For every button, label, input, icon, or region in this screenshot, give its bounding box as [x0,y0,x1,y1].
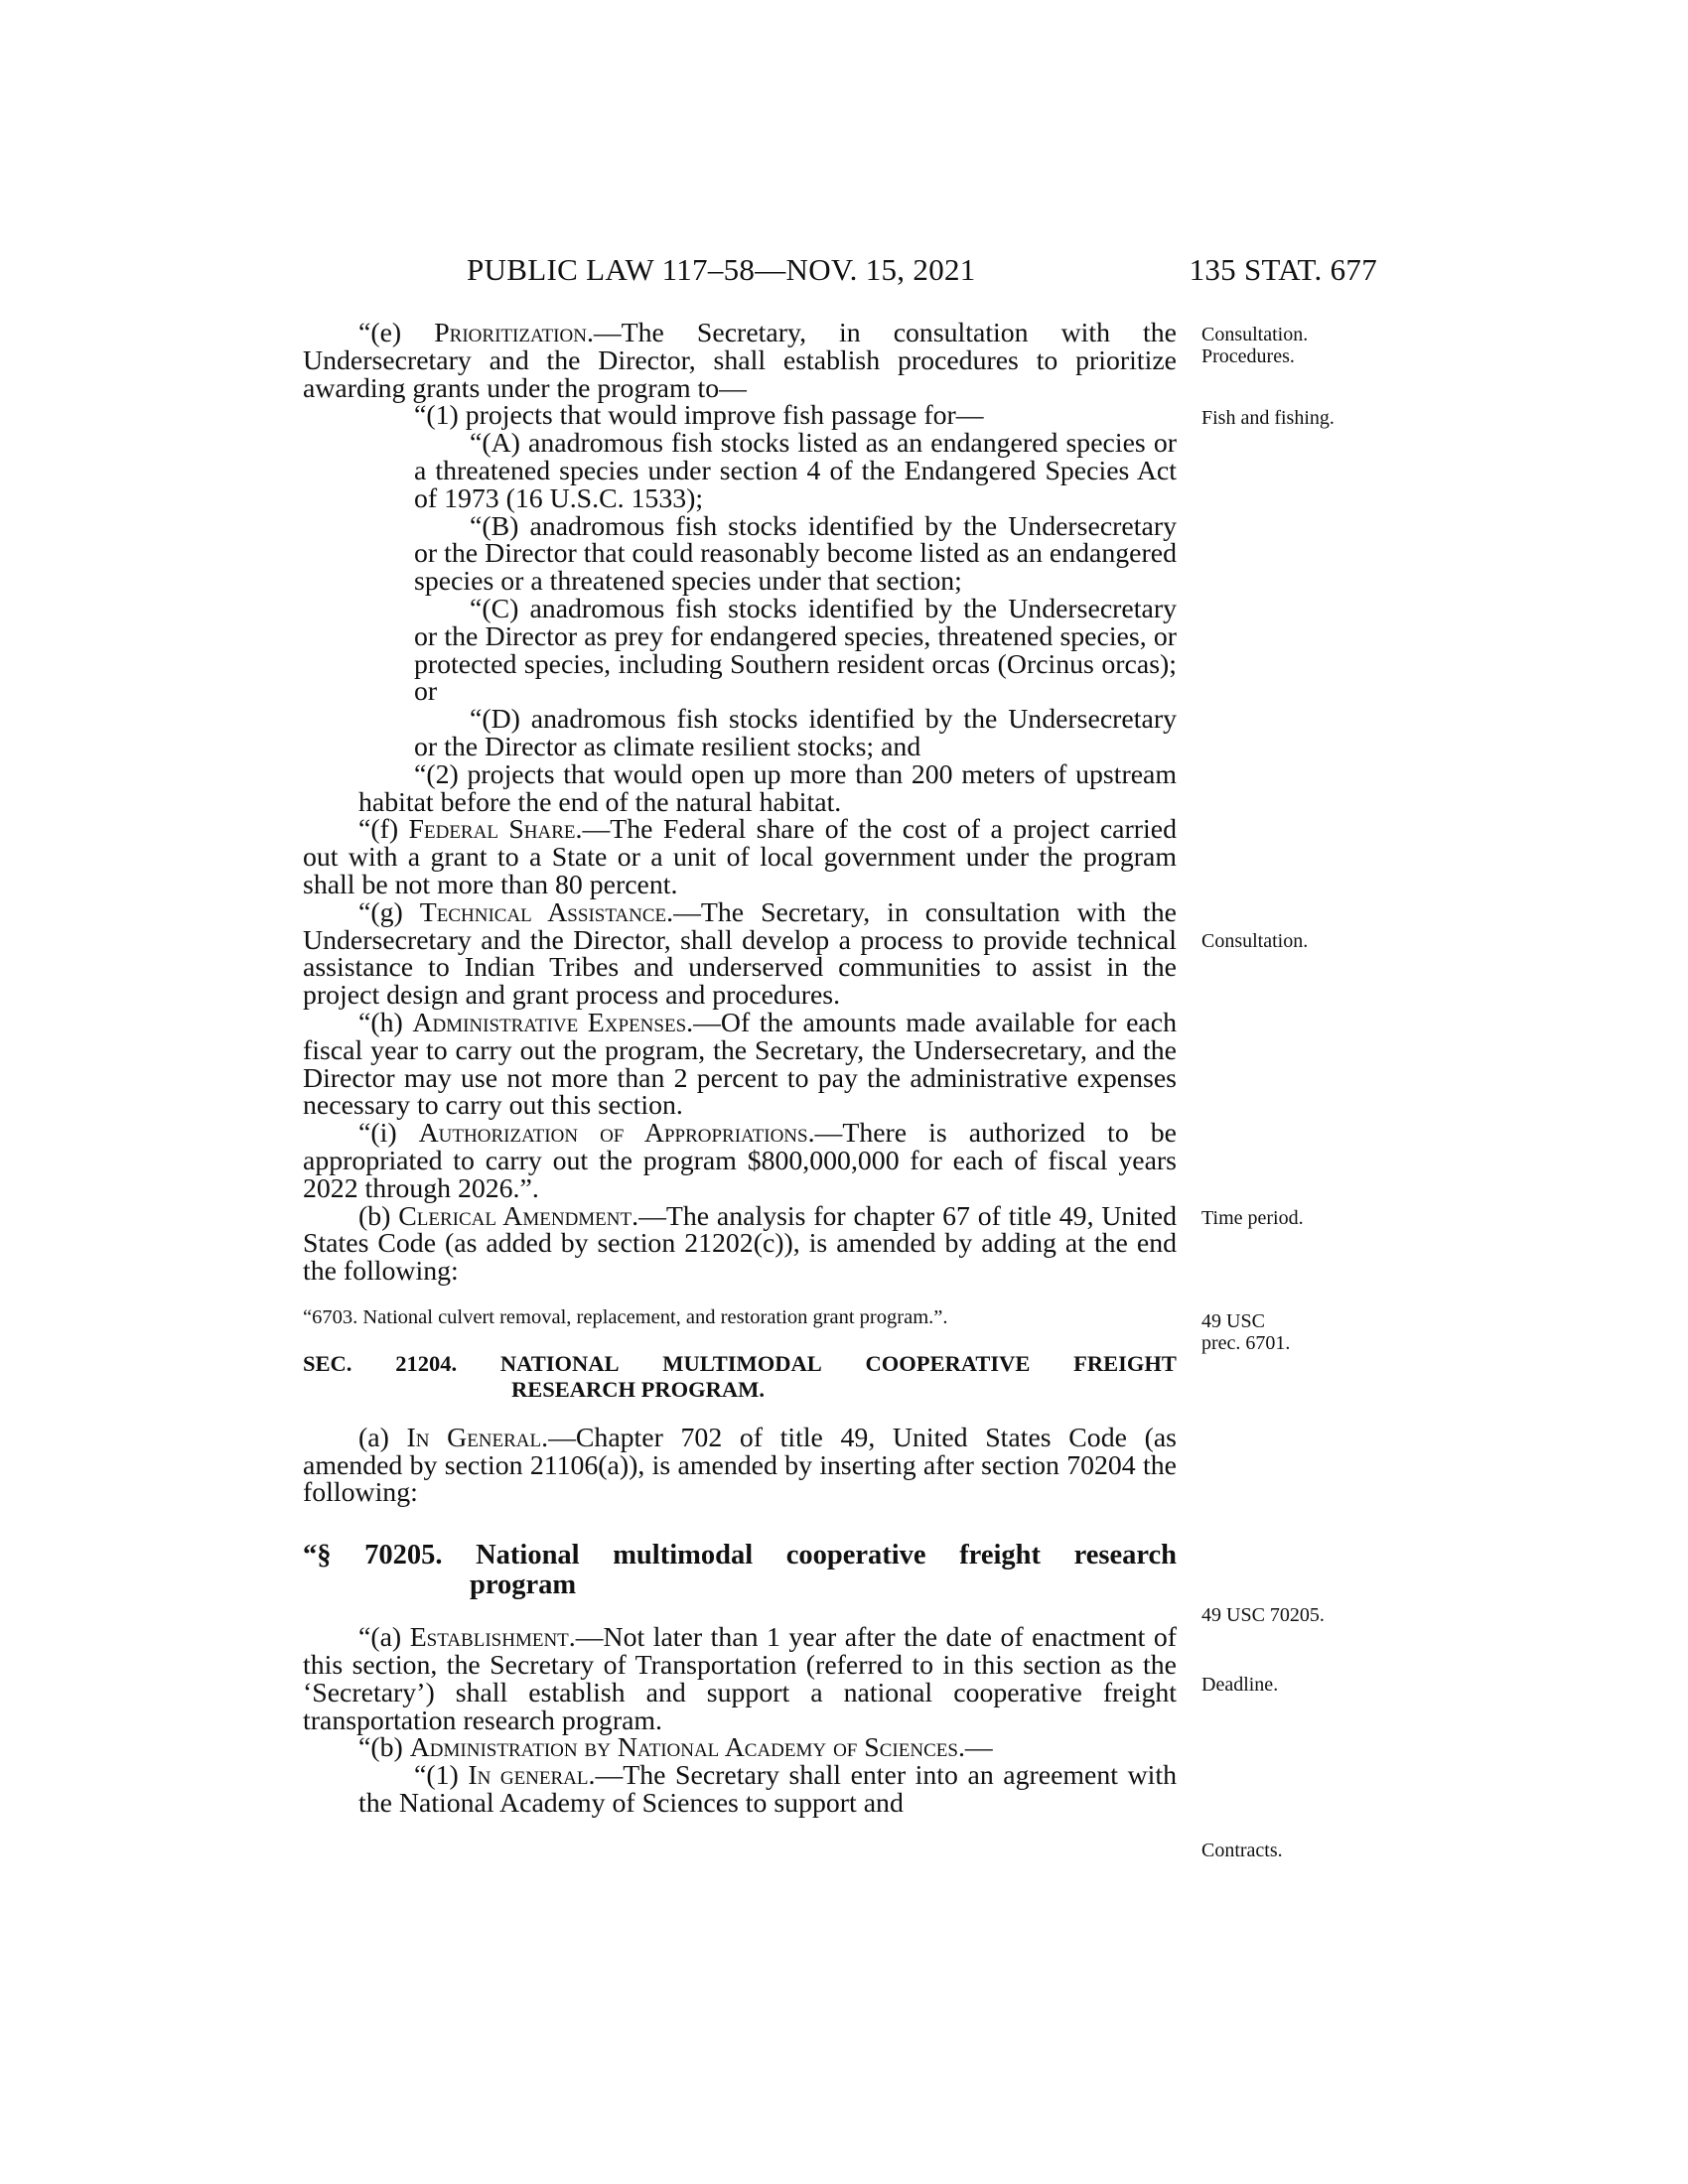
margin-note-usc-prec: 49 USC prec. 6701. [1201,1310,1291,1354]
paragraph-h-administrative-expenses: “(h) Administrative Expenses.—Of the amounts made available for each fiscal year to carry out the program, the Secretary, the Undersecretary, and the Director may use not more than 2 percent to pay the administrative expenses necessary to carry out this section. [303,1007,1178,1122]
margin-note-usc-70205: 49 USC 70205. [1201,1604,1325,1626]
section-title-word: FREIGHT [1073,1350,1177,1376]
code-section-heading [303,1541,1177,1600]
public-law-title: PUBLIC LAW 117–58—NOV. 15, 2021 [467,252,976,287]
paragraph-g-technical-assistance: “(g) Technical Assistance.—The Secretary, in consultation with the Undersecretary and the Director, shall develop a process to provide technical assistance to Indian Tribes and underserved communities to assist in the project design and grant process and procedures. [303,896,1178,1012]
paragraph-b-clerical-amendment: (b) Clerical Amendment.—The analysis for chapter 67 of title 49, United States Code (as added by section 21202(c)), is amended by adding at the end the following: [303,1200,1177,1288]
paragraph-f-federal-share: “(f) Federal Share.—The Federal share of the cost of a project carried out with a grant to a State or a unit of local government under the program shall be not more than 80 percent. [303,814,1177,900]
margin-note-consultation-2: Consultation. [1201,930,1309,952]
section-title-word: NATIONAL [499,1350,620,1376]
statute-page-number: 135 STAT. 677 [1189,252,1377,287]
code-section-heading-line1: “§ 70205. National multimodal cooperative freight research [303,1540,1177,1571]
analysis-line: “6703. National culvert removal, replacement, and restoration grant program.”. [303,1305,948,1328]
paragraph-e-1-C: “(C) anadromous fish stocks identified by the Undersecretary or the Director as prey for endangered species, threatened species, or protected species, including Southern resident orcas (Orcinus orcas); or [414,593,1177,708]
paragraph-e-1: “(1) projects that would improve fish passage for— [414,400,984,432]
paragraph-e-1-D: “(D) anadromous fish stocks identified by the Undersecretary or the Director as climate resilient stocks; and [414,704,1177,762]
page-header [303,252,1377,292]
paragraph-i-authorization: “(i) Authorization of Appropriations.—There is authorized to be appropriated to carry out the program $800,000,000 for each of fiscal years 2022 through 2026.”. [303,1118,1177,1204]
margin-note-fish: Fish and fishing. [1201,407,1335,429]
section-heading [303,1351,1177,1403]
section-label: SEC. [303,1350,352,1376]
section-title-word: MULTIMODAL [662,1350,822,1376]
paragraph-e-2: “(2) projects that would open up more than 200 meters of upstream habitat before the end of the natural habitat. [358,758,1177,818]
paragraph-a-in-general: (a) In General.—Chapter 702 of title 49, United States Code (as amended by section 21106(a)), is amended by inserting after section 70204 the following: [303,1422,1177,1509]
paragraph-nb-administration: “(b) Administration by National Academy of Sciences.— [358,1732,993,1764]
paragraph-na-establishment: “(a) Establishment.—Not later than 1 year after the date of enactment of this section, the Secretary of Transportation (referred to in this section as the ‘Secretary’) shall establish and support a national cooperative freight transportation research program. [303,1622,1177,1736]
margin-note-time-period: Time period. [1201,1207,1304,1229]
code-section-heading-line2: program [470,1570,577,1601]
paragraph-nb-1: “(1) In general.—The Secretary shall enter into an agreement with the National Academy of Sciences to support and [358,1760,1177,1820]
section-title-continuation: RESEARCH PROGRAM. [511,1376,766,1402]
margin-note-contracts: Contracts. [1201,1840,1283,1861]
paragraph-e-prioritization: “(e) Prioritization.—The Secretary, in consultation with the Undersecretary and the Director, shall establish procedures to prioritize awarding grants under the program to— [303,318,1177,404]
statute-body [303,320,1177,1818]
section-number: 21204. [395,1350,458,1376]
paragraph-e-1-A: “(A) anadromous fish stocks listed as an endangered species or a threatened species under section 4 of the Endangered Species Act of 1973 (16 U.S.C. 1533); [414,428,1177,514]
margin-note-deadline: Deadline. [1201,1674,1279,1696]
margin-note-consultation: Consultation. Procedures. [1201,324,1309,367]
paragraph-e-1-B: “(B) anadromous fish stocks identified by the Undersecretary or the Director that could reasonably become listed as an endangered species or a threatened species under that section; [414,510,1177,598]
section-title-word: COOPERATIVE [865,1350,1031,1376]
